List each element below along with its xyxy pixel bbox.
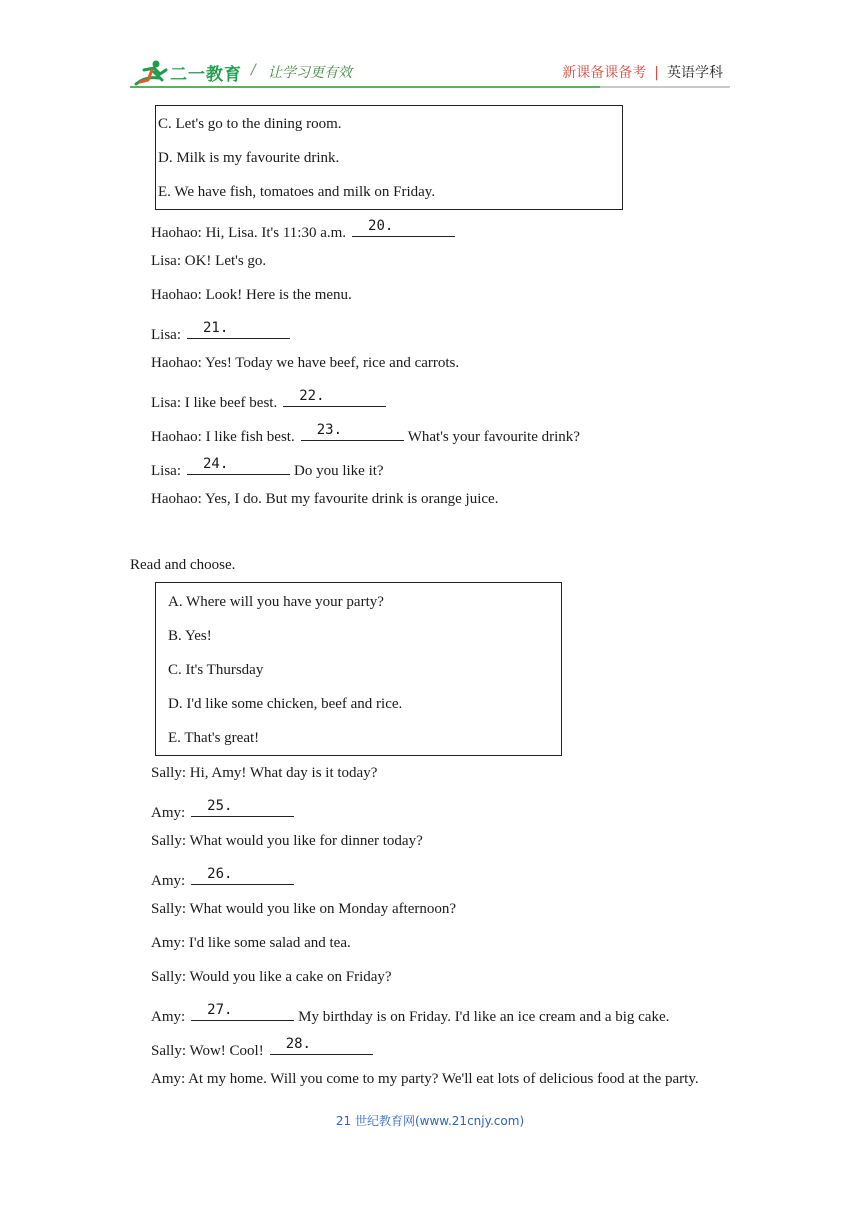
dialogue-text: Haohao: Yes, I do. But my favourite drink is orange juice. — [151, 491, 499, 507]
header-rule-accent — [130, 86, 600, 88]
option-item: D. I'd like some chicken, beef and rice. — [168, 696, 403, 712]
dialogue-line — [151, 867, 298, 890]
dialogue-text: Sally: Wow! Cool! — [151, 1043, 264, 1059]
dialogue-line — [151, 457, 384, 480]
dialogue-text: Amy: At my home. Will you come to my party? We'll eat lots of delicious food at the party. — [151, 1071, 699, 1087]
question-number: 28. — [285, 1036, 311, 1052]
dialogue-text: Amy: — [151, 805, 186, 821]
question-number: 21. — [203, 320, 229, 336]
dialogue-text: Haohao: Hi, Lisa. It's 11:30 a.m. — [151, 225, 347, 241]
slogan-separator: / — [251, 62, 256, 78]
dialogue-line — [151, 491, 498, 508]
dialogue-line — [151, 799, 298, 822]
question-number: 27. — [207, 1002, 233, 1018]
dialogue-text: Amy: — [151, 873, 186, 889]
option-item: A. Where will you have your party? — [168, 594, 384, 610]
dialogue-line — [151, 1003, 669, 1026]
dialogue-text-after: What's your favourite drink? — [407, 429, 580, 445]
option-item: B. Yes! — [168, 628, 212, 644]
dialogue-line — [151, 969, 392, 986]
dialogue-text: Lisa: I like beef best. — [151, 395, 278, 411]
answer-blank[interactable] — [191, 799, 294, 817]
answer-blank[interactable] — [352, 219, 455, 237]
answer-blank[interactable] — [187, 457, 290, 475]
dialogue-line — [151, 219, 459, 242]
question-number: 26. — [207, 866, 233, 882]
dialogue-line — [151, 321, 294, 344]
answer-blank[interactable] — [187, 321, 290, 339]
dialogue-text: Haohao: I like fish best. — [151, 429, 295, 445]
option-item: E. We have fish, tomatoes and milk on Friday. — [158, 184, 436, 200]
course-label: 新课备课备考 — [562, 65, 647, 81]
dialogue-line — [151, 423, 580, 446]
dialogue-text-after: My birthday is on Friday. I'd like an ice cream and a big cake. — [298, 1009, 670, 1025]
question-number: 20. — [368, 218, 394, 234]
dialogue-text: Lisa: OK! Let's go. — [151, 253, 267, 269]
slogan: 让学习更有效 — [268, 65, 352, 81]
dialogue-line — [151, 935, 351, 952]
option-item: D. Milk is my favourite drink. — [158, 150, 340, 166]
header-right — [562, 62, 723, 82]
dialogue-text: Sally: Hi, Amy! What day is it today? — [151, 765, 378, 781]
dialogue-line — [151, 389, 390, 412]
option-item: E. That's great! — [168, 730, 260, 746]
dialogue-text-after: Do you like it? — [294, 463, 384, 479]
dialogue-text: Lisa: — [151, 327, 181, 343]
logo-text: 二一教育 — [170, 65, 242, 85]
section-title: Read and choose. — [130, 557, 236, 573]
dialogue-line — [151, 287, 352, 304]
question-number: 23. — [316, 422, 343, 438]
answer-blank[interactable] — [191, 867, 294, 885]
option-item: C. It's Thursday — [168, 662, 264, 678]
dialogue-line — [151, 1037, 377, 1060]
answer-blank[interactable] — [301, 423, 404, 441]
dialogue-line — [151, 833, 423, 850]
answer-blank[interactable] — [270, 1037, 373, 1055]
question-number: 22. — [299, 388, 325, 404]
header-rule — [130, 86, 730, 88]
dialogue-text: Lisa: — [151, 463, 181, 479]
dialogue-line — [151, 253, 266, 270]
question-number: 24. — [203, 456, 229, 472]
dialogue-text: Sally: What would you like on Monday afternoon? — [151, 901, 457, 917]
subject-label: 英语学科 — [667, 65, 723, 81]
question-number: 25. — [207, 798, 233, 814]
answer-blank[interactable] — [283, 389, 386, 407]
dialogue-text: Haohao: Look! Here is the menu. — [151, 287, 352, 303]
dialogue-text: Sally: Would you like a cake on Friday? — [151, 969, 392, 985]
dialogue-line — [151, 901, 456, 918]
dialogue-text: Amy: — [151, 1009, 186, 1025]
dialogue-line — [151, 355, 459, 372]
page-header — [0, 0, 860, 100]
dialogue-text: Amy: I'd like some salad and tea. — [151, 935, 351, 951]
dialogue-line — [151, 1071, 699, 1088]
footer-source: 21 世纪教育网(www.21cnjy.com) — [335, 1114, 525, 1128]
answer-blank[interactable] — [191, 1003, 294, 1021]
header-separator: | — [654, 65, 659, 81]
dialogue-text: Sally: What would you like for dinner today? — [151, 833, 423, 849]
dialogue-text: Haohao: Yes! Today we have beef, rice and carrots. — [151, 355, 460, 371]
option-item: C. Let's go to the dining room. — [158, 116, 342, 132]
dialogue-line — [151, 765, 377, 782]
